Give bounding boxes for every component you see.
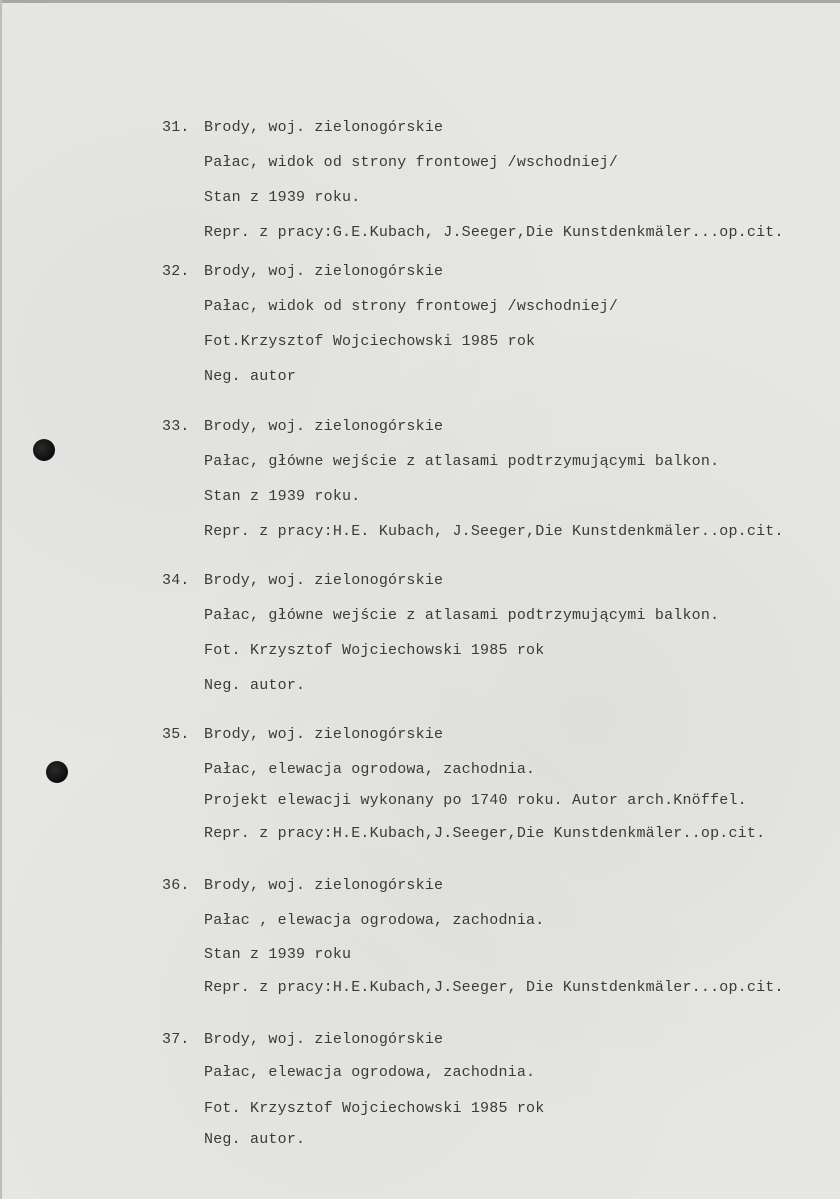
entry-source: Repr. z pracy:H.E.Kubach,J.Seeger, Die Kunstdenkmäler...op.cit. — [204, 979, 784, 996]
entry-number: 32. — [162, 263, 190, 280]
entry-description: Pałac, widok od strony frontowej /wschodniej/ — [204, 298, 619, 315]
entry-detail: Stan z 1939 roku — [204, 946, 352, 963]
punch-hole-upper — [33, 439, 55, 461]
entry-detail: Fot. Krzysztof Wojciechowski 1985 rok — [204, 642, 545, 659]
entry-detail: Stan z 1939 roku. — [204, 189, 361, 206]
entry-source: Repr. z pracy:H.E.Kubach,J.Seeger,Die Kunstdenkmäler..op.cit. — [204, 825, 766, 842]
entry-source: Neg. autor. — [204, 677, 306, 694]
entry-number: 35. — [162, 726, 190, 743]
entry-location: Brody, woj. zielonogórskie — [204, 572, 444, 589]
page-top-edge — [0, 0, 840, 3]
entry-number: 34. — [162, 572, 190, 589]
entry-description: Pałac, główne wejście z atlasami podtrzymującymi balkon. — [204, 453, 720, 470]
entry-number: 36. — [162, 877, 190, 894]
entry-detail: Fot.Krzysztof Wojciechowski 1985 rok — [204, 333, 536, 350]
entry-detail: Fot. Krzysztof Wojciechowski 1985 rok — [204, 1100, 545, 1117]
entry-detail: Stan z 1939 roku. — [204, 488, 361, 505]
entry-detail: Projekt elewacji wykonany po 1740 roku. Autor arch.Knöffel. — [204, 792, 747, 809]
entry-description: Pałac, główne wejście z atlasami podtrzymującymi balkon. — [204, 607, 720, 624]
entry-source: Repr. z pracy:G.E.Kubach, J.Seeger,Die Kunstdenkmäler...op.cit. — [204, 224, 784, 241]
entry-description: Pałac, elewacja ogrodowa, zachodnia. — [204, 761, 536, 778]
entry-description: Pałac , elewacja ogrodowa, zachodnia. — [204, 912, 545, 929]
entry-source: Repr. z pracy:H.E. Kubach, J.Seeger,Die Kunstdenkmäler..op.cit. — [204, 523, 784, 540]
entry-location: Brody, woj. zielonogórskie — [204, 119, 444, 136]
entry-source: Neg. autor — [204, 368, 297, 385]
entry-description: Pałac, elewacja ogrodowa, zachodnia. — [204, 1064, 536, 1081]
entry-number: 33. — [162, 418, 190, 435]
entry-location: Brody, woj. zielonogórskie — [204, 1031, 444, 1048]
entry-number: 37. — [162, 1031, 190, 1048]
entry-location: Brody, woj. zielonogórskie — [204, 263, 444, 280]
entry-location: Brody, woj. zielonogórskie — [204, 418, 444, 435]
punch-hole-lower — [46, 761, 68, 783]
entry-location: Brody, woj. zielonogórskie — [204, 726, 444, 743]
entry-location: Brody, woj. zielonogórskie — [204, 877, 444, 894]
entry-source: Neg. autor. — [204, 1131, 306, 1148]
entry-number: 31. — [162, 119, 190, 136]
page-left-edge — [0, 0, 2, 1199]
entry-description: Pałac, widok od strony frontowej /wschodniej/ — [204, 154, 619, 171]
